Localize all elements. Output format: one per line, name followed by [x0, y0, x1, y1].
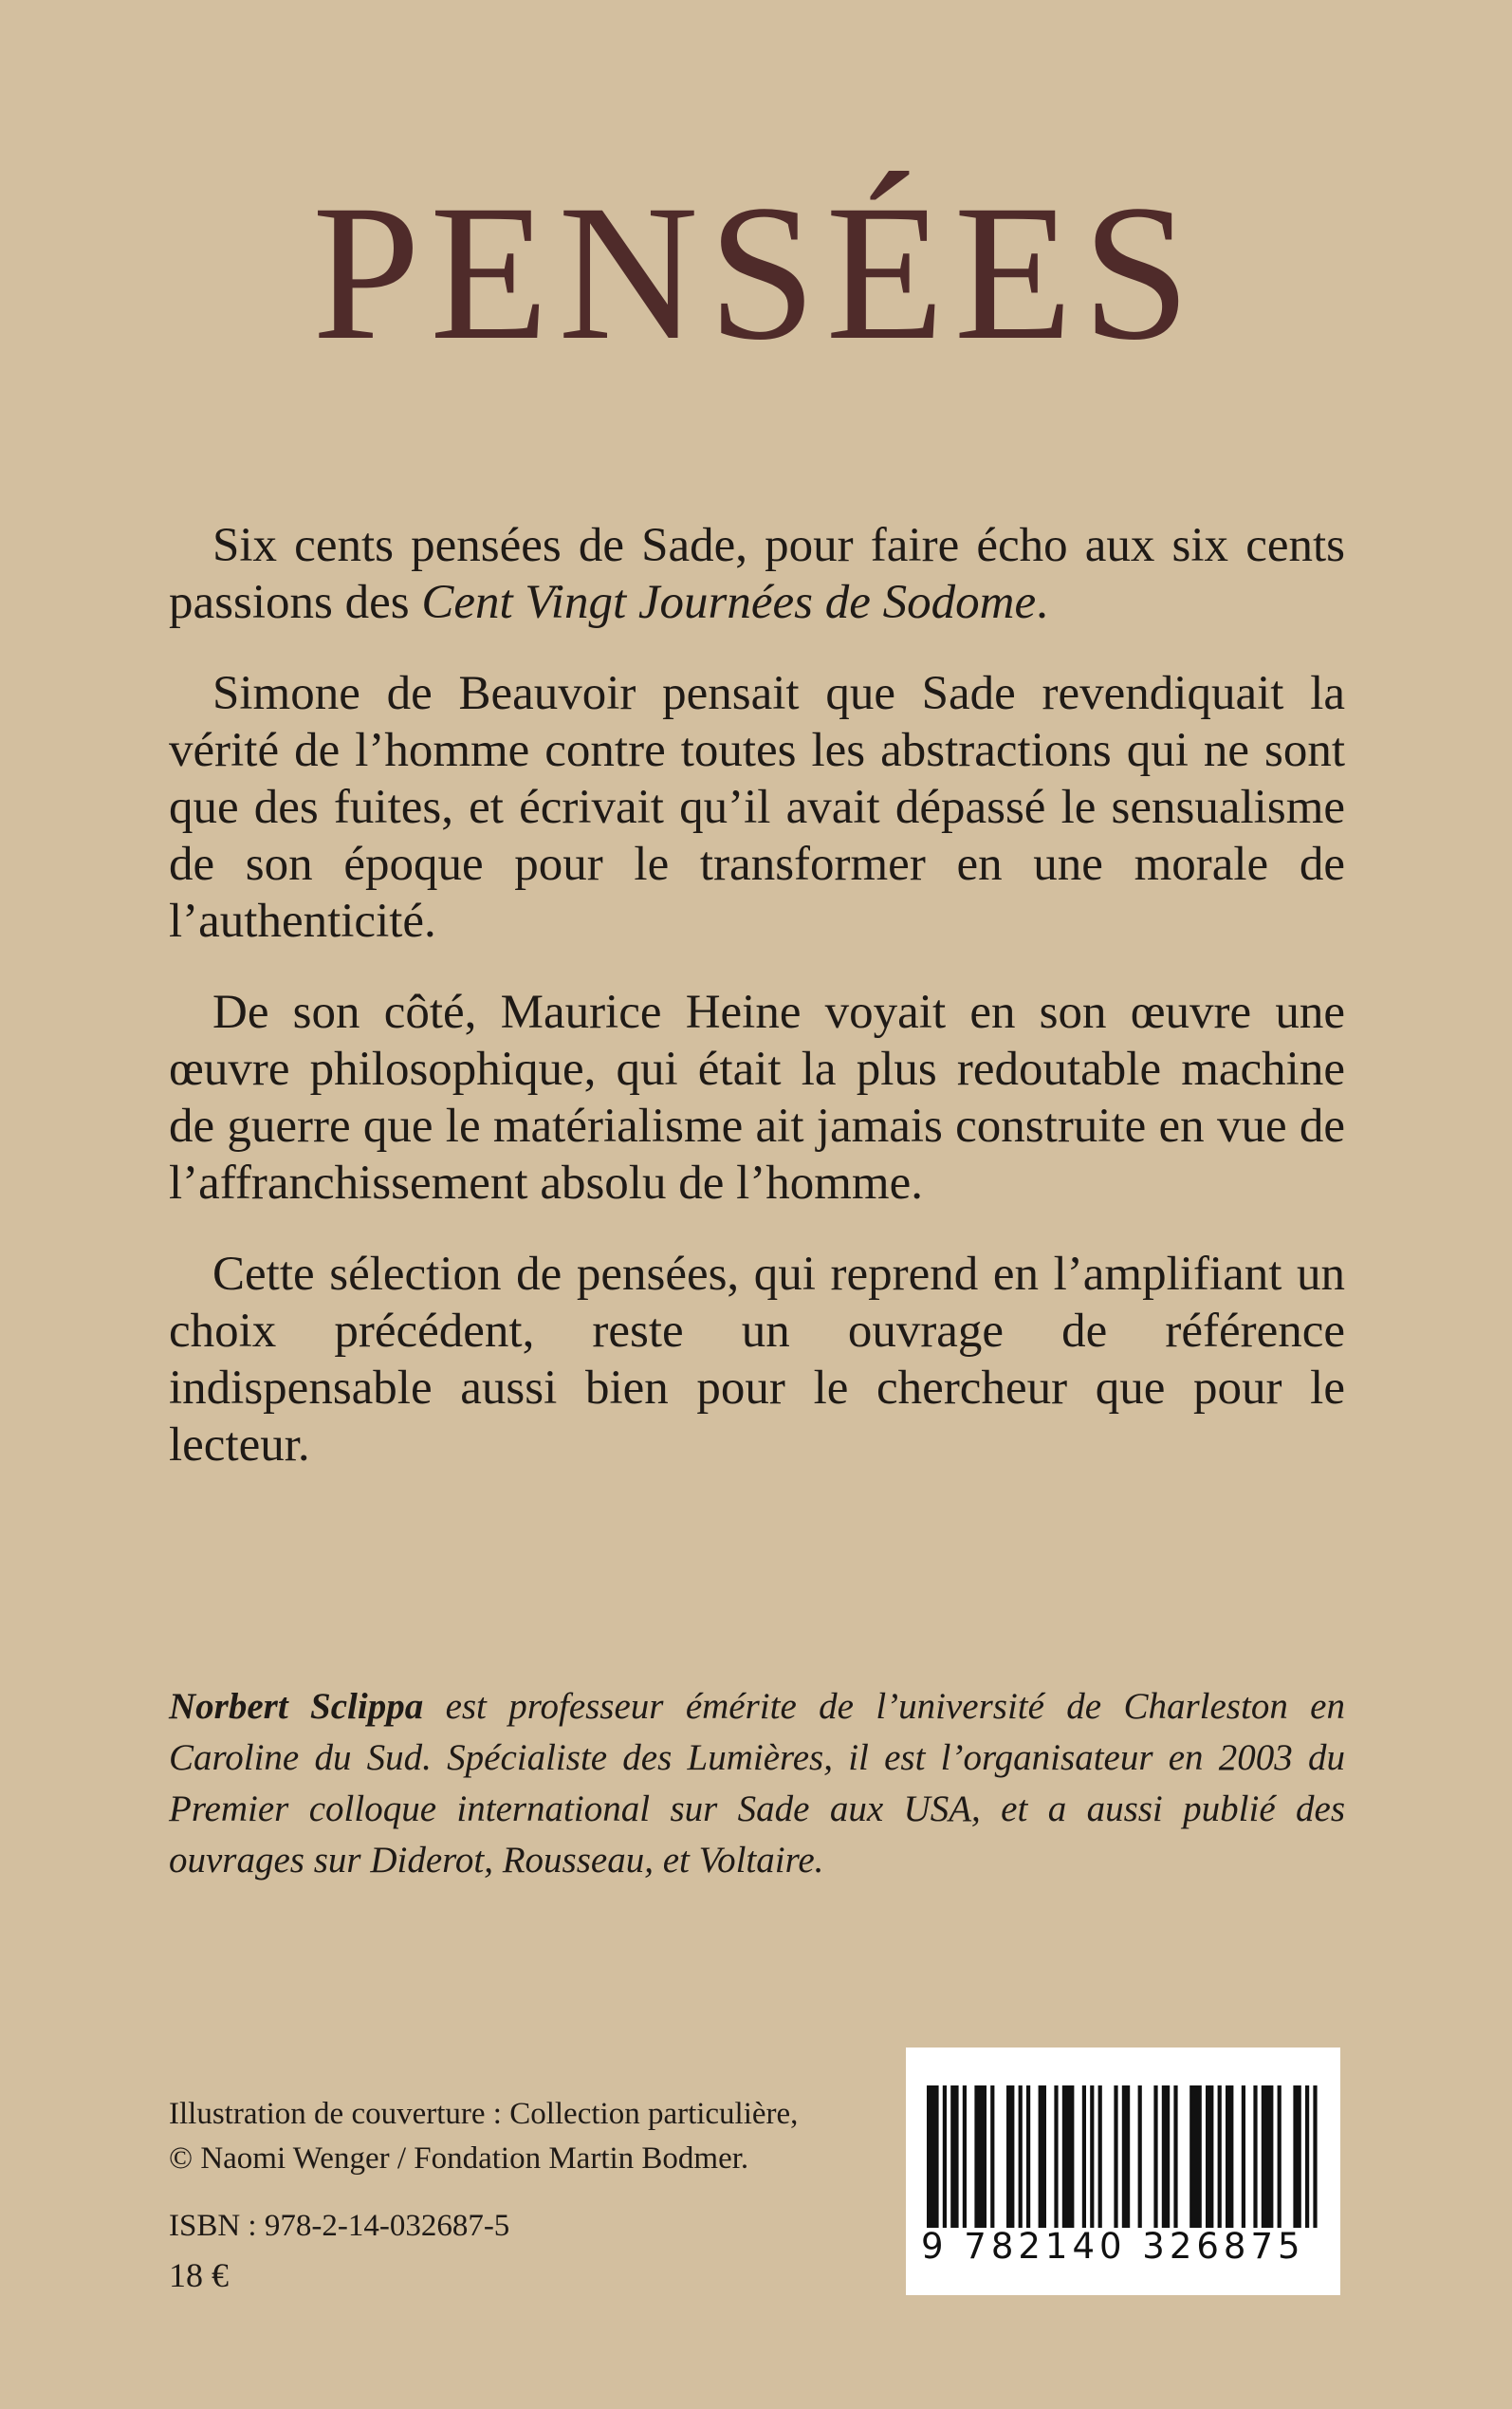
blurb-p1-end: . — [1036, 576, 1048, 629]
barcode-bar — [1226, 2085, 1233, 2228]
barcode-bar — [1090, 2085, 1094, 2228]
barcode-bar — [1039, 2085, 1046, 2228]
barcode-bar — [1253, 2085, 1257, 2228]
author-bio-text: est professeur émérite de l’université de Charleston en Caroline du Sud. Spécialiste des Lumières, il est l’organisateur en 2003 du Premier colloque international sur Sade aux USA, et a aussi publié des ouvrages sur Diderot, Rousseau, et Voltaire. — [169, 1686, 1345, 1881]
barcode-bar — [1262, 2085, 1274, 2228]
author-bio — [169, 1681, 1345, 1886]
barcode-bar — [1293, 2085, 1300, 2228]
barcode-bar — [1019, 2085, 1023, 2228]
isbn: ISBN : 978-2-14-032687-5 — [169, 2209, 510, 2243]
barcode-bar — [1082, 2085, 1086, 2228]
author-name: Norbert Sclippa — [169, 1686, 424, 1727]
barcode-bar — [1173, 2085, 1177, 2228]
barcode-bar — [1162, 2085, 1170, 2228]
blurb-paragraph-4: Cette sélection de pensées, qui reprend en l’amplifiant un choix précédent, reste un ouvrage de référence indispensable aussi bien pour le chercheur que pour le lecteur. — [169, 1248, 1345, 1472]
barcode-bar — [990, 2085, 994, 2228]
barcode-bar — [950, 2085, 958, 2228]
barcode-bar — [1313, 2085, 1317, 2228]
barcode-bar — [1305, 2085, 1309, 2228]
barcode-bar — [1026, 2085, 1030, 2228]
barcode-bar — [1242, 2085, 1245, 2228]
barcode-bar — [1098, 2085, 1102, 2228]
barcode-bar — [1218, 2085, 1222, 2228]
blurb — [169, 517, 1345, 1508]
barcode — [906, 2048, 1340, 2295]
barcode-bar — [1114, 2085, 1117, 2228]
barcode-bar — [1006, 2085, 1014, 2228]
cover-credits — [169, 2092, 798, 2181]
blurb-paragraph-3: De son côté, Maurice Heine voyait en son œuvre une œuvre philosophique, qui était la plus redoutable machine de guerre que le matérialisme ait jamais construite en vue de l’affranchissement absolu de l’homme. — [169, 986, 1345, 1210]
barcode-bars-icon — [927, 2085, 1319, 2228]
credits-line-1: Illustration de couverture : Collection particulière, — [169, 2097, 799, 2131]
barcode-bar — [1138, 2085, 1142, 2228]
barcode-digits: 9 782140 326875 — [921, 2226, 1305, 2267]
barcode-bar — [943, 2085, 947, 2228]
barcode-bar — [1153, 2085, 1157, 2228]
barcode-bar — [1206, 2085, 1213, 2228]
credits-line-2: © Naomi Wenger / Fondation Martin Bodmer. — [169, 2141, 749, 2176]
barcode-bar — [1062, 2085, 1075, 2228]
blurb-paragraph-1 — [169, 517, 1345, 631]
barcode-bar — [1054, 2085, 1058, 2228]
blurb-p1-book-title: Cent Vingt Journées de Sodome — [421, 576, 1037, 629]
barcode-bar — [927, 2085, 939, 2228]
blurb-p1-text: Six cents pensées de Sade, pour faire écho aux six cents passions des — [169, 519, 1345, 629]
price: 18 € — [169, 2256, 229, 2294]
barcode-bar — [974, 2085, 986, 2228]
barcode-bar — [1122, 2085, 1130, 2228]
book-title: PENSÉES — [312, 165, 1200, 380]
blurb-paragraph-2: Simone de Beauvoir pensait que Sade revendiquait la vérité de l’homme contre toutes les abstractions qui ne sont que des fuites, et écrivait qu’il avait dépassé le sensualisme de son époque pour le transformer en une morale de l’authenticité. — [169, 667, 1345, 948]
barcode-bar — [1278, 2085, 1282, 2228]
barcode-bar — [963, 2085, 967, 2228]
barcode-bar — [1189, 2085, 1202, 2228]
